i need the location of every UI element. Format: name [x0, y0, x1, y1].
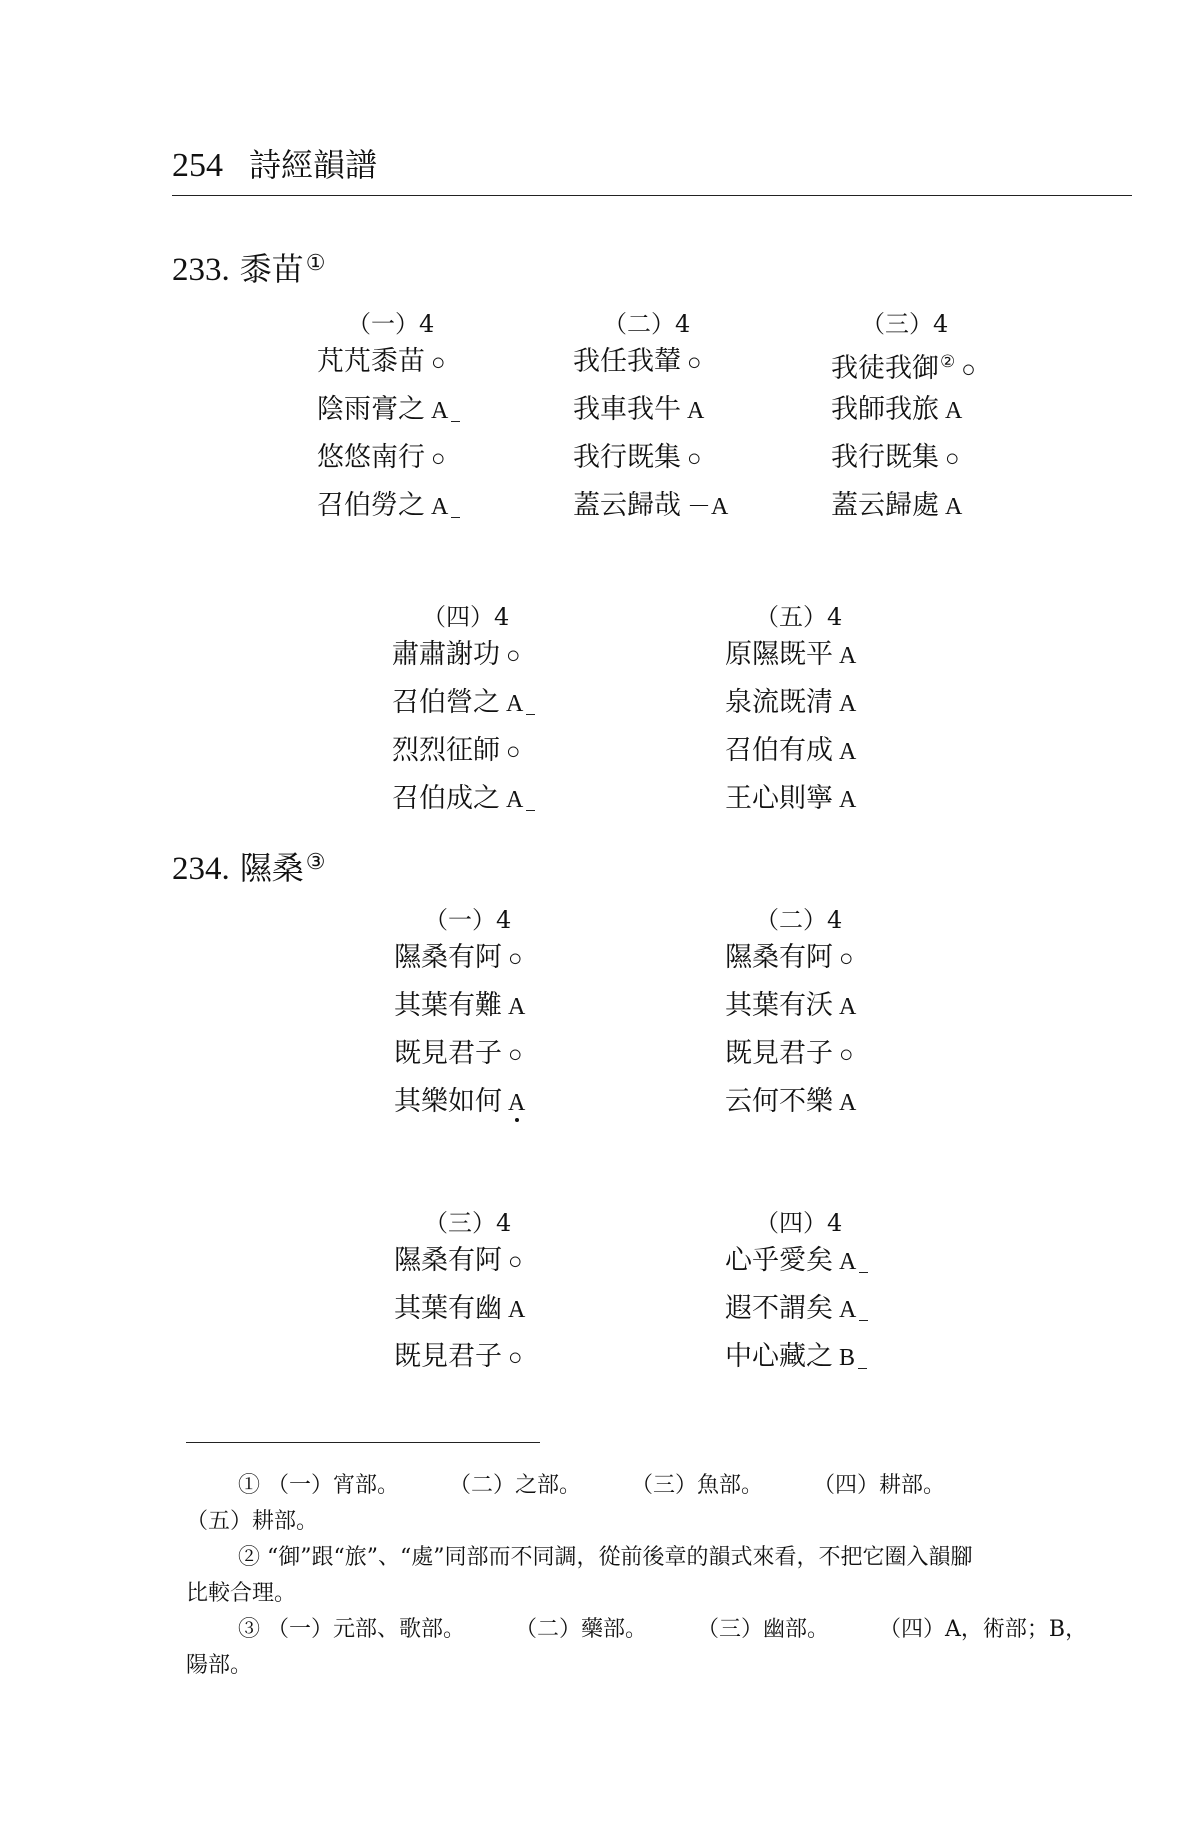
verse-text: 我任我輦 [573, 346, 681, 377]
verse-line [831, 482, 1071, 530]
verse-text: 召伯有成 [725, 735, 833, 766]
verse-text: 我徒我御 [831, 353, 939, 384]
footnote-text: （四）A，術部；B， [879, 1617, 1088, 1642]
verse-line [317, 386, 557, 434]
stanza-233-4 [392, 597, 632, 823]
verse-text: 召伯成之 [392, 783, 500, 814]
verse-text: 既見君子 [394, 1038, 502, 1069]
footnote-1-cont: （五）耕部。 [186, 1509, 319, 1534]
stanza-head: （一）4 [347, 310, 435, 338]
stanza-233-5 [725, 597, 965, 823]
sub-tick [526, 810, 535, 811]
verse-line [725, 982, 965, 1030]
rhyme-mark: ○ [945, 446, 960, 472]
verse-text: 隰桑有阿 [394, 942, 502, 973]
rhyme-mark: A [839, 739, 857, 765]
footnote-ref: ① [305, 250, 326, 275]
stanza-234-2 [725, 900, 965, 1126]
stanza-233-3 [831, 304, 1071, 530]
rhyme-mark: ○ [506, 739, 521, 765]
verse-text: 遐不謂矣 [725, 1293, 833, 1324]
rhyme-mark: ○ [508, 1042, 523, 1068]
rhyme-mark: A [839, 691, 857, 717]
stanza-head: （二）4 [755, 906, 843, 934]
rhyme-mark: A [839, 1090, 857, 1116]
verse-text: 中心藏之 [725, 1341, 833, 1372]
stanza-head: （三）4 [424, 1209, 512, 1237]
stanza-234-1 [394, 900, 634, 1126]
sub-tick [859, 1320, 868, 1321]
rhyme-mark: ○ [839, 1042, 854, 1068]
stanza-head: （四）4 [422, 603, 510, 631]
footnote-ref: ② [940, 352, 956, 372]
verse-text: 其葉有難 [394, 990, 502, 1021]
verse-text: 召伯勞之 [317, 490, 425, 521]
verse-text: 其葉有幽 [394, 1293, 502, 1324]
rhyme-mark: A [839, 994, 857, 1020]
rhyme-mark: ○ [508, 1345, 523, 1371]
footnote-1 [186, 1468, 1131, 1504]
verse-text: 原隰既平 [725, 639, 833, 670]
rhyme-mark: ○ [687, 350, 702, 376]
verse-line [725, 1333, 965, 1381]
footnote-text: （三）幽部。 [697, 1617, 830, 1642]
verse-line [394, 1237, 634, 1285]
footnote-2: ② “御”跟“旅”、“處”同部而不同調，從前後章的韻式來看，不把它圈入韻腳 [238, 1545, 973, 1570]
rhyme-mark: －A [687, 494, 729, 520]
rhyme-mark: ○ [687, 446, 702, 472]
verse-line [392, 727, 632, 775]
book-title: 詩經韻譜 [249, 146, 378, 184]
verse-line [831, 434, 1071, 482]
footnote-text: （二）之部。 [449, 1473, 582, 1498]
page-number: 254 [172, 147, 223, 184]
rhyme-mark: ○ [506, 643, 521, 669]
sub-tick [451, 517, 460, 518]
rhyme-mark: A [431, 494, 449, 520]
verse-text: 芃芃黍苗 [317, 346, 425, 377]
verse-text: 隰桑有阿 [725, 942, 833, 973]
sub-tick [858, 1368, 867, 1369]
verse-text: 心乎愛矣 [725, 1245, 833, 1276]
footnote-text: ③ （一）元部、歌部。 [238, 1617, 465, 1642]
footnote-ref: ③ [305, 849, 326, 874]
verse-line [831, 386, 1071, 434]
stanza-233-2 [573, 304, 813, 530]
verse-text: 我行既集 [573, 442, 681, 473]
header-rule [172, 195, 1132, 196]
stanza-233-1 [317, 304, 557, 530]
verse-text: 悠悠南行 [317, 442, 425, 473]
stanza-234-4 [725, 1203, 965, 1381]
verse-line [573, 386, 813, 434]
verse-line [725, 1030, 965, 1078]
sub-tick [526, 714, 535, 715]
verse-line [573, 434, 813, 482]
verse-text: 泉流既清 [725, 687, 833, 718]
footnotes [186, 1468, 1131, 1684]
footnote-3-cont: 陽部。 [186, 1653, 253, 1678]
stanza-234-3 [394, 1203, 634, 1381]
stanza-head: （三）4 [861, 310, 949, 338]
rhyme-mark: B [839, 1345, 856, 1371]
rhyme-mark: A [945, 494, 963, 520]
rhyme-mark: A [839, 1249, 857, 1275]
verse-text: 陰雨膏之 [317, 394, 425, 425]
rhyme-mark: ○ [508, 1249, 523, 1275]
verse-line [394, 1285, 634, 1333]
verse-line [317, 338, 557, 386]
footnote-text: ① （一）宵部。 [238, 1473, 399, 1498]
verse-text: 其樂如何 [394, 1086, 502, 1117]
verse-line [831, 338, 1071, 386]
section-title-233 [172, 244, 326, 290]
section-number: 234. [172, 851, 230, 887]
verse-line [317, 482, 557, 530]
rhyme-mark: A [839, 787, 857, 813]
verse-line [394, 1333, 634, 1381]
footnote-3 [186, 1612, 1131, 1648]
stanza-head: （一）4 [424, 906, 512, 934]
section-title-234 [172, 843, 326, 889]
footnote-rule [186, 1442, 540, 1443]
rhyme-mark: A [506, 787, 524, 813]
stanza-head: （五）4 [755, 603, 843, 631]
verse-line [725, 775, 965, 823]
verse-text: 王心則寧 [725, 783, 833, 814]
rhyme-mark: A [839, 1297, 857, 1323]
section-name: 隰桑 [239, 849, 304, 887]
rhyme-mark: ○ [961, 357, 976, 383]
section-number: 233. [172, 252, 230, 288]
verse-line [573, 338, 813, 386]
rhyme-mark: A [839, 643, 857, 669]
verse-line [392, 679, 632, 727]
rhyme-mark: A [945, 398, 963, 424]
verse-line [392, 631, 632, 679]
verse-line [394, 1030, 634, 1078]
rhyme-mark: ○ [508, 946, 523, 972]
verse-line [317, 434, 557, 482]
sub-tick [859, 1272, 868, 1273]
rhyme-mark: A [506, 691, 524, 717]
rhyme-mark: A [508, 994, 526, 1020]
rhyme-mark: A [508, 1297, 526, 1323]
rhyme-mark: A [508, 1090, 526, 1116]
verse-text: 召伯營之 [392, 687, 500, 718]
sub-tick [451, 421, 460, 422]
verse-text: 蓋云歸處 [831, 490, 939, 521]
verse-text: 我行既集 [831, 442, 939, 473]
footnote-2-cont: 比較合理。 [186, 1581, 297, 1606]
verse-line [394, 1078, 634, 1126]
running-header [172, 140, 377, 186]
verse-text: 云何不樂 [725, 1086, 833, 1117]
verse-text: 我師我旅 [831, 394, 939, 425]
verse-text: 我車我牛 [573, 394, 681, 425]
section-name: 黍苗 [239, 250, 304, 288]
verse-line [725, 727, 965, 775]
verse-line [573, 482, 813, 530]
verse-text: 既見君子 [725, 1038, 833, 1069]
footnote-text: （三）魚部。 [631, 1473, 764, 1498]
verse-text: 肅肅謝功 [392, 639, 500, 670]
verse-text: 烈烈征師 [392, 735, 500, 766]
verse-line [394, 982, 634, 1030]
verse-line [725, 1078, 965, 1126]
verse-text: 蓋云歸哉 [573, 490, 681, 521]
stanza-head: （二）4 [603, 310, 691, 338]
rhyme-mark: A [687, 398, 705, 424]
verse-line [392, 775, 632, 823]
footnote-text: （二）藥部。 [515, 1617, 648, 1642]
verse-line [725, 1237, 965, 1285]
verse-line [725, 1285, 965, 1333]
footnote-text: （四）耕部。 [813, 1473, 946, 1498]
stanza-head: （四）4 [755, 1209, 843, 1237]
rhyme-mark: ○ [431, 350, 446, 376]
verse-text: 其葉有沃 [725, 990, 833, 1021]
rhyme-mark: A [431, 398, 449, 424]
verse-line [725, 679, 965, 727]
verse-line [725, 934, 965, 982]
verse-text: 隰桑有阿 [394, 1245, 502, 1276]
rhyme-mark: ○ [431, 446, 446, 472]
verse-line [394, 934, 634, 982]
verse-text: 既見君子 [394, 1341, 502, 1372]
rhyme-mark: ○ [839, 946, 854, 972]
verse-line [725, 631, 965, 679]
